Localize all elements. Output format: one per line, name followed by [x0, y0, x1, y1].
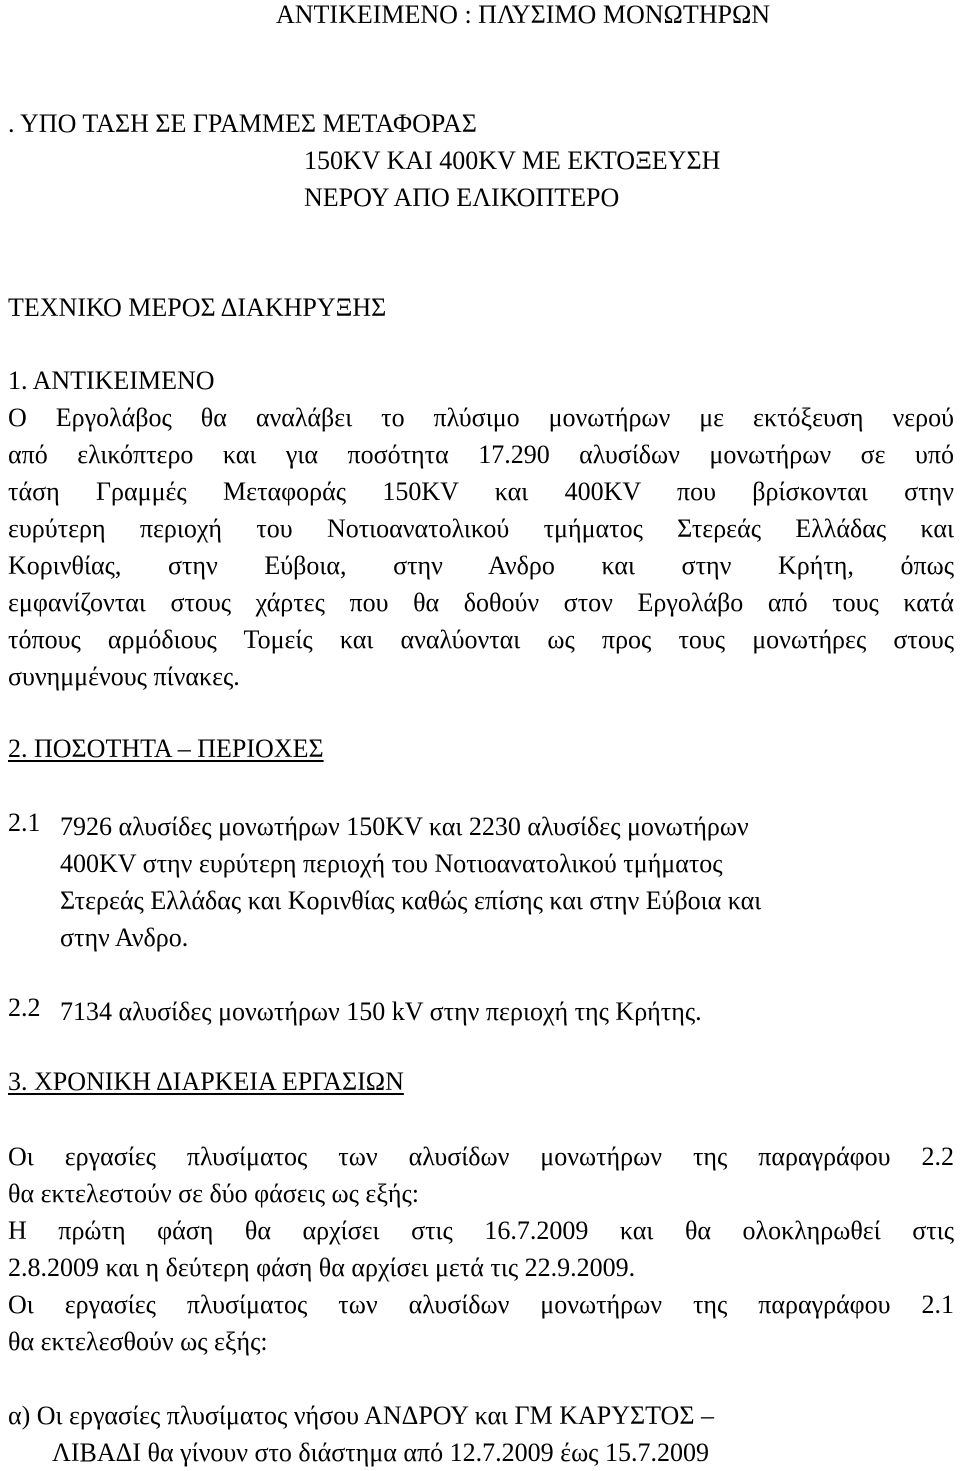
section-1-line-6: εμφανίζονται στους χάρτες που θα δοθούν στον Εργολάβο από τους κατά [8, 588, 954, 617]
section-2-item-1-number: 2.1 [8, 808, 41, 837]
section-3-line-6: θα εκτελεσθούν ως εξής: [8, 1327, 268, 1356]
section-3-line-1: Οι εργασίες πλυσίματος των αλυσίδων μονωτήρων της παραγράφου 2.2 [8, 1142, 954, 1171]
section-1-line-7: τόπους αρμόδιους Τομείς και αναλύονται ως προς τους μονωτήρες στους [8, 625, 954, 654]
section-3-line-4: 2.8.2009 και η δεύτερη φάση θα αρχίσει μετά τις 22.9.2009. [8, 1253, 636, 1282]
document-title-line-2: 150KV ΚΑΙ 400KV ΜΕ ΕΚΤΟΞΕΥΣΗ [304, 146, 721, 175]
section-3-item-a-line-2: ΛΙΒΑΔΙ θα γίνουν στο διάστημα από 12.7.2009 έως 15.7.2009 [52, 1438, 709, 1467]
section-2-heading: 2. ΠΟΣΟΤΗΤΑ – ΠΕΡΙΟΧΕΣ [8, 734, 324, 763]
section-2-item-1-line-4: στην Ανδρο. [60, 923, 189, 952]
document-title-line-3: ΝΕΡΟΥ ΑΠΟ ΕΛΙΚΟΠΤΕΡΟ [304, 183, 620, 212]
section-1-line-4: ευρύτερη περιοχή του Νοτιοανατολικού τμήματος Στερεάς Ελλάδας και [8, 514, 954, 543]
section-3-line-5: Οι εργασίες πλυσίματος των αλυσίδων μονωτήρων της παραγράφου 2.1 [8, 1290, 954, 1319]
document-title-line-1: . ΥΠΟ ΤΑΣΗ ΣΕ ΓΡΑΜΜΕΣ ΜΕΤΑΦΟΡΑΣ [8, 109, 477, 138]
section-2-item-2-text: 7134 αλυσίδες μονωτήρων 150 kV στην περιοχή της Κρήτης. [60, 997, 702, 1026]
section-1-line-5: Κορινθίας, στην Εύβοια, στην Ανδρο και στην Κρήτη, όπως [8, 551, 954, 580]
section-2-item-1-line-3: Στερεάς Ελλάδας και Κορινθίας καθώς επίσης και στην Εύβοια και [60, 886, 762, 915]
section-1-line-1: Ο Εργολάβος θα αναλάβει το πλύσιμο μονωτήρων με εκτόξευση νερού [8, 403, 954, 432]
section-2-item-1-line-2: 400KV στην ευρύτερη περιοχή του Νοτιοανατολικού τμήματος [60, 849, 723, 878]
section-2-item-2-number: 2.2 [8, 993, 41, 1022]
section-1-line-2: από ελικόπτερο και για ποσότητα 17.290 αλυσίδων μονωτήρων σε υπό [8, 440, 954, 469]
section-1-line-8: συνημμένους πίνακες. [8, 662, 240, 691]
section-3-line-2: θα εκτελεστούν σε δύο φάσεις ως εξής: [8, 1179, 420, 1208]
section-3-heading: 3. ΧΡΟΝΙΚΗ ΔΙΑΡΚΕΙΑ ΕΡΓΑΣΙΩΝ [8, 1067, 404, 1096]
section-1-line-3: τάση Γραμμές Μεταφοράς 150KV και 400KV που βρίσκονται στην [8, 477, 954, 506]
section-2-item-1-line-1: 7926 αλυσίδες μονωτήρων 150KV και 2230 αλυσίδες μονωτήρων [60, 812, 749, 841]
section-1-heading: 1. ΑΝΤΙΚΕΙΜΕΝΟ [8, 366, 215, 395]
section-label: ΤΕΧΝΙΚΟ ΜΕΡΟΣ ΔΙΑΚΗΡΥΞΗΣ [8, 293, 387, 322]
section-3-item-a-line-1: α) Οι εργασίες πλυσίματος νήσου ΑΝΔΡΟΥ και ΓΜ ΚΑΡΥΣΤΟΣ – [8, 1401, 714, 1430]
document-subject: ΑΝΤΙΚΕΙΜΕΝΟ : ΠΛΥΣΙΜΟ ΜΟΝΩΤΗΡΩΝ [276, 0, 771, 29]
section-3-line-3: Η πρώτη φάση θα αρχίσει στις 16.7.2009 και θα ολοκληρωθεί στις [8, 1216, 954, 1245]
